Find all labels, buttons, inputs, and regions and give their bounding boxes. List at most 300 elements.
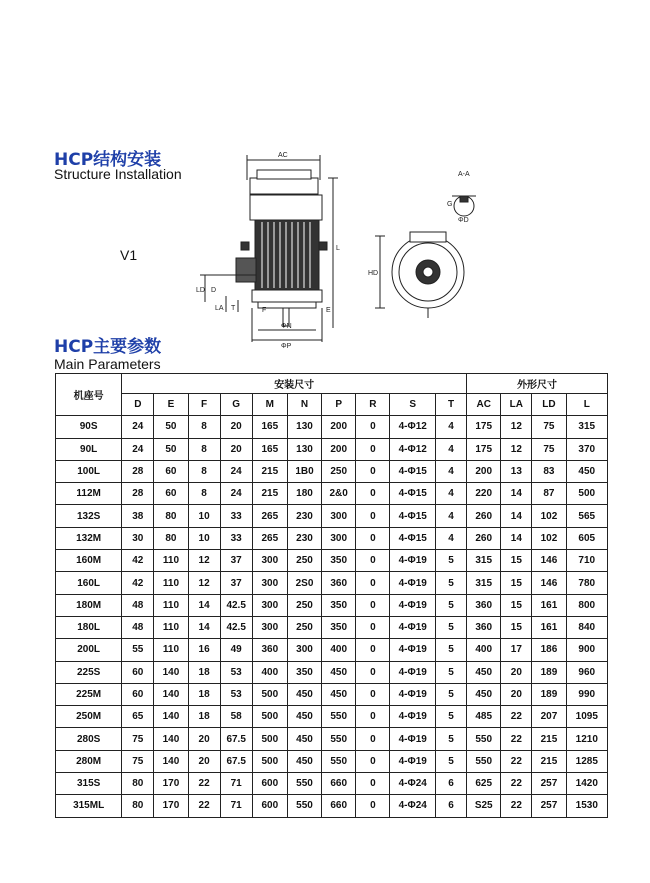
table-row (56, 661, 608, 683)
frame-cell: 180M (56, 594, 122, 616)
frame-cell: 112M (56, 483, 122, 505)
table-cell: 4-Φ12 (390, 438, 436, 460)
table-cell: 900 (566, 639, 607, 661)
table-cell: 1420 (566, 773, 607, 795)
table-cell: 189 (532, 661, 566, 683)
table-cell: 1285 (566, 750, 607, 772)
table-row (56, 639, 608, 661)
table-row (56, 750, 608, 772)
table-cell: 0 (356, 728, 390, 750)
table-row (56, 616, 608, 638)
table-cell: 360 (467, 616, 501, 638)
table-cell: 102 (532, 505, 566, 527)
table-cell: 20 (501, 683, 532, 705)
table-cell: 5 (436, 550, 467, 572)
table-cell: 257 (532, 795, 566, 817)
table-cell: 50 (154, 438, 188, 460)
n-label: ΦN (281, 323, 292, 330)
table-cell: 22 (501, 773, 532, 795)
table-cell: 215 (252, 460, 287, 482)
table-cell: 4-Φ19 (390, 550, 436, 572)
table-row (56, 594, 608, 616)
frame-cell: 160M (56, 550, 122, 572)
column-header-ac: AC (467, 394, 501, 416)
table-row (56, 483, 608, 505)
table-row (56, 728, 608, 750)
table-cell: 20 (188, 728, 220, 750)
f-label: F (262, 307, 267, 314)
table-cell: 110 (154, 616, 188, 638)
table-row (56, 438, 608, 460)
table-cell: 500 (252, 683, 287, 705)
table-cell: 37 (220, 550, 252, 572)
table-cell: 161 (532, 594, 566, 616)
table-cell: 230 (287, 527, 321, 549)
table-cell: 300 (252, 550, 287, 572)
table-cell: 24 (220, 460, 252, 482)
table-cell: 146 (532, 572, 566, 594)
table-cell: 33 (220, 527, 252, 549)
section-title-cn: HCP结构安装 (54, 150, 162, 170)
frame-cell: 280S (56, 728, 122, 750)
table-cell: 20 (220, 416, 252, 438)
table-cell: 146 (532, 550, 566, 572)
table-cell: 33 (220, 505, 252, 527)
table-cell: 1B0 (287, 460, 321, 482)
table-cell: 4-Φ19 (390, 594, 436, 616)
table-cell: 12 (188, 550, 220, 572)
table-cell: 600 (252, 795, 287, 817)
table-cell: 550 (322, 706, 356, 728)
table-cell: 49 (220, 639, 252, 661)
table-cell: 60 (122, 683, 154, 705)
frame-header: 机座号 (56, 374, 122, 416)
table-cell: 350 (322, 616, 356, 638)
table-row (56, 505, 608, 527)
outline-group-header: 外形尺寸 (467, 374, 608, 394)
column-header-m: M (252, 394, 287, 416)
table-cell: 28 (122, 483, 154, 505)
install-group-header: 安装尺寸 (122, 374, 467, 394)
table-cell: 110 (154, 639, 188, 661)
table-cell: 22 (501, 728, 532, 750)
table-cell: 75 (532, 416, 566, 438)
table-cell: 200 (322, 416, 356, 438)
table-cell: 50 (154, 416, 188, 438)
table-cell: 0 (356, 594, 390, 616)
l-label: L (336, 245, 340, 252)
table-cell: 80 (154, 505, 188, 527)
frame-cell: 200L (56, 639, 122, 661)
table-cell: 215 (532, 728, 566, 750)
table-cell: 5 (436, 616, 467, 638)
table-cell: 800 (566, 594, 607, 616)
table-cell: 0 (356, 661, 390, 683)
table-cell: 4-Φ19 (390, 750, 436, 772)
table-cell: 450 (467, 683, 501, 705)
table-cell: 53 (220, 661, 252, 683)
frame-cell: 315S (56, 773, 122, 795)
table-cell: 370 (566, 438, 607, 460)
table-cell: 14 (501, 505, 532, 527)
table-cell: 0 (356, 795, 390, 817)
table-cell: 550 (467, 728, 501, 750)
table-cell: 4-Φ19 (390, 572, 436, 594)
table-cell: 200 (467, 460, 501, 482)
table-cell: 550 (287, 795, 321, 817)
table-cell: 53 (220, 683, 252, 705)
table-cell: 16 (188, 639, 220, 661)
table-cell: 960 (566, 661, 607, 683)
table-cell: 4-Φ24 (390, 773, 436, 795)
table-cell: 2S0 (287, 572, 321, 594)
table-cell: 20 (188, 750, 220, 772)
table-cell: 6 (436, 773, 467, 795)
table-cell: 0 (356, 550, 390, 572)
column-header-g: G (220, 394, 252, 416)
table-cell: 500 (252, 750, 287, 772)
ac-label: AC (278, 152, 288, 159)
table-cell: 24 (122, 416, 154, 438)
table-cell: 4 (436, 416, 467, 438)
table-cell: 4-Φ19 (390, 661, 436, 683)
frame-cell: 160L (56, 572, 122, 594)
table-cell: 55 (122, 639, 154, 661)
table-cell: 80 (154, 527, 188, 549)
e-label: E (326, 307, 331, 314)
table-cell: 1530 (566, 795, 607, 817)
table-cell: 6 (436, 795, 467, 817)
motor-drawing (0, 0, 650, 360)
table-cell: 4-Φ15 (390, 460, 436, 482)
column-header-l: L (566, 394, 607, 416)
table-cell: 0 (356, 505, 390, 527)
table-cell: 250 (322, 460, 356, 482)
table-cell: 400 (252, 661, 287, 683)
table-cell: 165 (252, 438, 287, 460)
table-cell: 625 (467, 773, 501, 795)
frame-cell: 180L (56, 616, 122, 638)
column-header-r: R (356, 394, 390, 416)
table-cell: 130 (287, 438, 321, 460)
table-cell: 450 (322, 683, 356, 705)
table-cell: 12 (501, 416, 532, 438)
table-cell: 780 (566, 572, 607, 594)
table-cell: 175 (467, 416, 501, 438)
table-cell: 450 (467, 661, 501, 683)
column-header-s: S (390, 394, 436, 416)
table-cell: 4-Φ19 (390, 639, 436, 661)
table-cell: 0 (356, 483, 390, 505)
table-cell: 22 (188, 773, 220, 795)
table-cell: 0 (356, 639, 390, 661)
table-cell: 1210 (566, 728, 607, 750)
table-cell: 165 (252, 416, 287, 438)
table-cell: 15 (501, 572, 532, 594)
table-cell: 5 (436, 728, 467, 750)
table-cell: 4-Φ19 (390, 616, 436, 638)
table-cell: 110 (154, 550, 188, 572)
table-cell: 20 (220, 438, 252, 460)
aa-label: A-A (458, 171, 470, 178)
table-cell: 110 (154, 572, 188, 594)
frame-cell: 100L (56, 460, 122, 482)
table-cell: 22 (501, 750, 532, 772)
parameters-title-en: Main Parameters (54, 356, 161, 372)
table-cell: 13 (501, 460, 532, 482)
table-row (56, 527, 608, 549)
parameters-title-cn: HCP主要参数 (54, 337, 162, 357)
column-header-n: N (287, 394, 321, 416)
frame-cell: 90S (56, 416, 122, 438)
table-cell: 22 (501, 706, 532, 728)
frame-cell: 90L (56, 438, 122, 460)
table-cell: 5 (436, 639, 467, 661)
frame-cell: 225S (56, 661, 122, 683)
table-cell: 130 (287, 416, 321, 438)
table-cell: 22 (188, 795, 220, 817)
table-cell: 840 (566, 616, 607, 638)
table-cell: 260 (467, 527, 501, 549)
table-cell: 207 (532, 706, 566, 728)
table-cell: 180 (287, 483, 321, 505)
table-cell: 42.5 (220, 594, 252, 616)
table-cell: 450 (287, 706, 321, 728)
table-row (56, 550, 608, 572)
table-cell: 24 (122, 438, 154, 460)
table-cell: 5 (436, 683, 467, 705)
table-cell: 215 (252, 483, 287, 505)
table-cell: 450 (287, 750, 321, 772)
table-cell: 110 (154, 594, 188, 616)
table-cell: 0 (356, 460, 390, 482)
column-header-ld: LD (532, 394, 566, 416)
column-header-f: F (188, 394, 220, 416)
table-cell: 8 (188, 416, 220, 438)
frame-cell: 250M (56, 706, 122, 728)
table-cell: 189 (532, 683, 566, 705)
table-cell: 350 (322, 594, 356, 616)
table-cell: 4 (436, 460, 467, 482)
table-cell: 300 (252, 572, 287, 594)
table-cell: 8 (188, 438, 220, 460)
table-cell: 58 (220, 706, 252, 728)
table-cell: 710 (566, 550, 607, 572)
table-cell: 24 (220, 483, 252, 505)
table-cell: 315 (566, 416, 607, 438)
table-row (56, 460, 608, 482)
t-label: T (231, 305, 236, 312)
table-cell: 250 (287, 594, 321, 616)
table-cell: 265 (252, 505, 287, 527)
table-row (56, 706, 608, 728)
table-cell: 4-Φ24 (390, 795, 436, 817)
table-cell: 485 (467, 706, 501, 728)
table-cell: 140 (154, 706, 188, 728)
table-cell: 15 (501, 616, 532, 638)
column-header-la: LA (501, 394, 532, 416)
table-cell: 140 (154, 728, 188, 750)
table-cell: 67.5 (220, 728, 252, 750)
table-cell: 0 (356, 683, 390, 705)
table-cell: 60 (154, 460, 188, 482)
table-row (56, 795, 608, 817)
table-cell: 20 (501, 661, 532, 683)
table-cell: 230 (287, 505, 321, 527)
table-cell: 170 (154, 795, 188, 817)
section-title-en: Structure Installation (54, 166, 182, 182)
table-cell: 550 (467, 750, 501, 772)
table-cell: 220 (467, 483, 501, 505)
table-cell: 170 (154, 773, 188, 795)
table-cell: 28 (122, 460, 154, 482)
table-cell: 450 (287, 683, 321, 705)
table-cell: 80 (122, 773, 154, 795)
table-cell: 65 (122, 706, 154, 728)
table-body (56, 416, 608, 817)
table-cell: 83 (532, 460, 566, 482)
table-cell: 75 (122, 750, 154, 772)
table-cell: 550 (322, 750, 356, 772)
table-cell: 4-Φ12 (390, 416, 436, 438)
column-header-p: P (322, 394, 356, 416)
table-cell: 4-Φ15 (390, 505, 436, 527)
table-cell: 14 (188, 616, 220, 638)
table-cell: 660 (322, 795, 356, 817)
table-cell: 2&0 (322, 483, 356, 505)
table-cell: 48 (122, 594, 154, 616)
frame-cell: 132S (56, 505, 122, 527)
table-cell: 4 (436, 505, 467, 527)
table-cell: 550 (287, 773, 321, 795)
table-cell: 15 (501, 594, 532, 616)
table-cell: 500 (252, 706, 287, 728)
table-cell: 500 (252, 728, 287, 750)
table-cell: 102 (532, 527, 566, 549)
table-cell: 8 (188, 483, 220, 505)
table-cell: 360 (322, 572, 356, 594)
table-cell: 565 (566, 505, 607, 527)
table-cell: 12 (188, 572, 220, 594)
table-cell: 990 (566, 683, 607, 705)
table-cell: 250 (287, 616, 321, 638)
table-cell: 550 (322, 728, 356, 750)
table-cell: 200 (322, 438, 356, 460)
table-cell: 4-Φ15 (390, 527, 436, 549)
table-cell: 360 (467, 594, 501, 616)
table-cell: 0 (356, 438, 390, 460)
frame-cell: 315ML (56, 795, 122, 817)
frame-cell: 225M (56, 683, 122, 705)
table-cell: 60 (154, 483, 188, 505)
table-row (56, 572, 608, 594)
table-cell: 30 (122, 527, 154, 549)
table-cell: 350 (322, 550, 356, 572)
table-cell: 4 (436, 483, 467, 505)
table-cell: 4-Φ19 (390, 728, 436, 750)
table-cell: 4-Φ15 (390, 483, 436, 505)
table-cell: 605 (566, 527, 607, 549)
table-cell: 4-Φ19 (390, 706, 436, 728)
table-cell: 0 (356, 706, 390, 728)
table-cell: 257 (532, 773, 566, 795)
table-cell: 450 (566, 460, 607, 482)
table-cell: 161 (532, 616, 566, 638)
table-cell: 450 (287, 728, 321, 750)
phi-d-label: ΦD (458, 217, 469, 224)
table-cell: 14 (188, 594, 220, 616)
table-cell: 0 (356, 527, 390, 549)
table-cell: 14 (501, 483, 532, 505)
table-cell: 0 (356, 773, 390, 795)
table-cell: 17 (501, 639, 532, 661)
table-cell: 10 (188, 505, 220, 527)
table-row (56, 416, 608, 438)
table-row (56, 683, 608, 705)
la-label: LA (215, 305, 224, 312)
table-cell: 215 (532, 750, 566, 772)
view-label: V1 (120, 247, 138, 263)
table-cell: 22 (501, 795, 532, 817)
table-cell: 8 (188, 460, 220, 482)
table-cell: 600 (252, 773, 287, 795)
table-cell: 42 (122, 572, 154, 594)
table-cell: 140 (154, 750, 188, 772)
table-cell: 1095 (566, 706, 607, 728)
table-cell: 67.5 (220, 750, 252, 772)
column-header-t: T (436, 394, 467, 416)
table-cell: 0 (356, 616, 390, 638)
table-cell: 42 (122, 550, 154, 572)
table-cell: 4 (436, 527, 467, 549)
table-cell: 14 (501, 527, 532, 549)
table-cell: 350 (287, 661, 321, 683)
table-cell: S25 (467, 795, 501, 817)
frame-cell: 280M (56, 750, 122, 772)
column-header-e: E (154, 394, 188, 416)
table-cell: 5 (436, 661, 467, 683)
table-cell: 360 (252, 639, 287, 661)
table-cell: 71 (220, 795, 252, 817)
table-cell: 186 (532, 639, 566, 661)
p-label: ΦP (281, 343, 292, 350)
table-cell: 5 (436, 572, 467, 594)
table-cell: 10 (188, 527, 220, 549)
table-cell: 140 (154, 661, 188, 683)
d-label: D (211, 287, 217, 294)
table-cell: 37 (220, 572, 252, 594)
table-cell: 300 (322, 527, 356, 549)
g-label: G (447, 201, 453, 208)
table-cell: 15 (501, 550, 532, 572)
table-cell: 450 (322, 661, 356, 683)
table-cell: 38 (122, 505, 154, 527)
table-cell: 250 (287, 550, 321, 572)
table-cell: 260 (467, 505, 501, 527)
table-row (56, 773, 608, 795)
table-cell: 42.5 (220, 616, 252, 638)
table-cell: 48 (122, 616, 154, 638)
table-cell: 300 (252, 594, 287, 616)
table-cell: 5 (436, 706, 467, 728)
table-cell: 315 (467, 572, 501, 594)
table-cell: 18 (188, 706, 220, 728)
table-cell: 4 (436, 438, 467, 460)
table-cell: 18 (188, 683, 220, 705)
table-cell: 140 (154, 683, 188, 705)
table-cell: 5 (436, 594, 467, 616)
table-cell: 500 (566, 483, 607, 505)
